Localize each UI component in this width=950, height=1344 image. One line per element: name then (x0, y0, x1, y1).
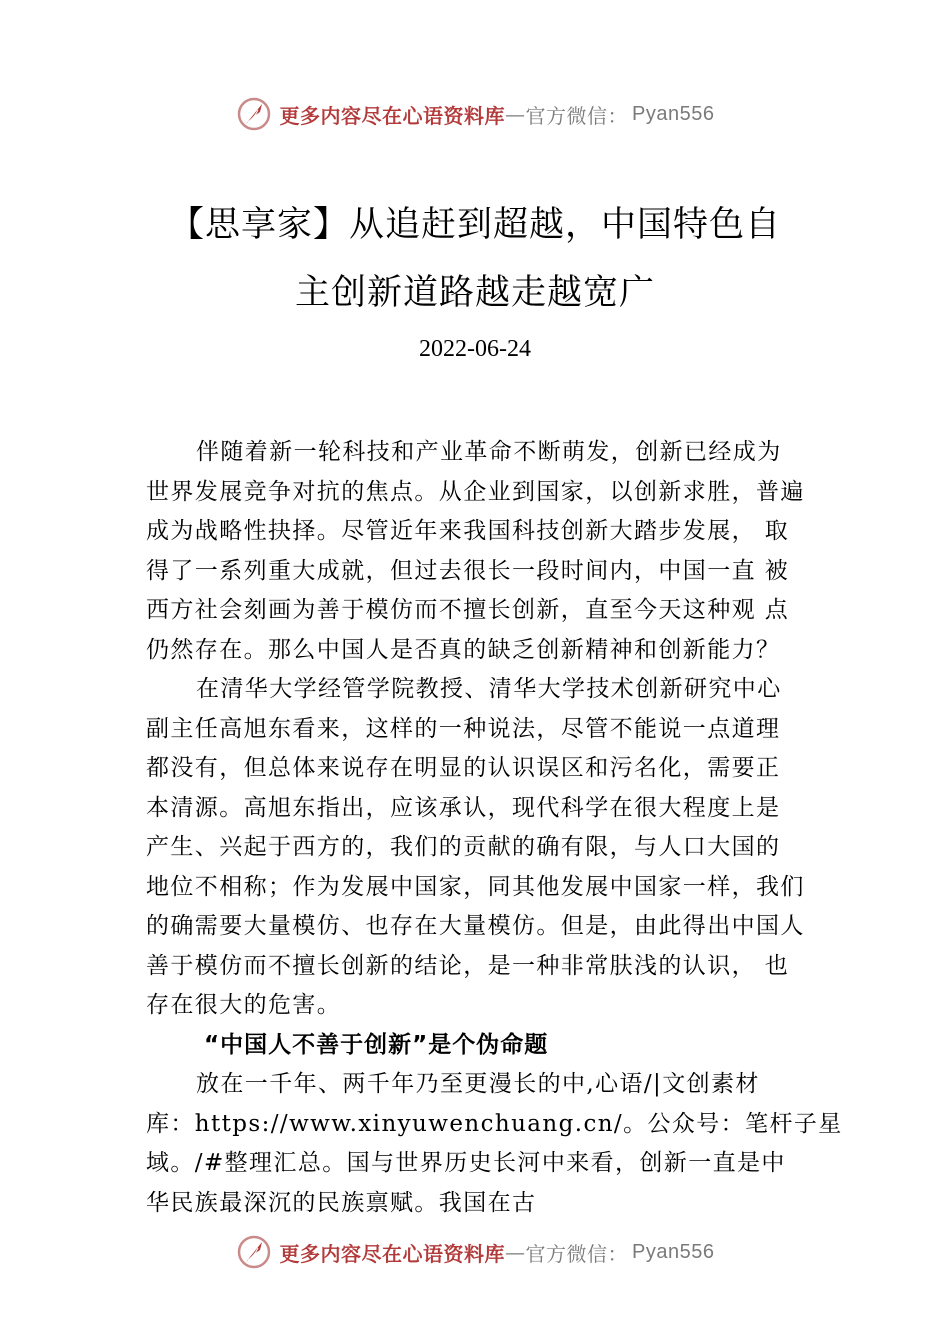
body-line: 伴随着新一轮科技和产业革命不断萌发，创新已经成为 (196, 439, 782, 465)
body-line: 地位不相称；作为发展中国家，同其他发展中国家一样，我们 (146, 873, 805, 900)
body-line: 世界发展竞争对抗的焦点。从企业到国家，以创新求胜，普遍 (146, 478, 805, 505)
section-heading: “中国人不善于创新”是个伪命题 (204, 1031, 549, 1058)
body-line: 西方社会刻画为善于模仿而不擅长创新，直至今天这种观 点 (146, 597, 790, 623)
body-line: 仍然存在。那么中国人是否真的缺乏创新精神和创新能力？ (146, 636, 781, 663)
body-line: 华民族最深沉的民族禀赋。我国在古 (146, 1189, 537, 1216)
banner-dash: — (505, 1240, 526, 1264)
body-line: 成为战略性抉择。尽管近年来我国科技创新大踏步发展， 取 (146, 518, 790, 544)
body-line: 在清华大学经管学院教授、清华大学技术创新研究中心 (196, 676, 782, 702)
banner-wechat-label: 官方微信： (525, 1241, 629, 1266)
banner-site-name: 更多内容尽在心语资料库 (279, 1241, 506, 1266)
article-body (146, 433, 843, 1223)
quill-circle-icon (236, 1234, 272, 1270)
banner-wechat-id: Pyan556 (632, 1240, 715, 1263)
body-line: 存在很大的危害。 (146, 992, 342, 1018)
banner-wechat-id: Pyan556 (632, 102, 715, 125)
page-title-line-1: 【思享家】从追赶到超越，中国特色自 (168, 205, 781, 245)
body-line: 得了一系列重大成就，但过去很长一段时间内，中国一直 被 (146, 557, 790, 584)
banner-text (280, 100, 715, 129)
body-line: 副主任高旭东看来，这样的一种说法，尽管不能说一点道理 (146, 715, 781, 742)
banner-site-name: 更多内容尽在心语资料库 (279, 103, 506, 128)
body-line: 的确需要大量模仿、也存在大量模仿。但是，由此得出中国人 (146, 913, 805, 939)
banner-text (280, 1238, 715, 1267)
banner-dash: — (505, 102, 526, 126)
page-title-line-2: 主创新道路越走越宽广 (294, 273, 655, 313)
quill-circle-icon (236, 96, 272, 132)
publish-date: 2022-06-24 (419, 336, 531, 362)
body-line: 产生、兴起于西方的，我们的贡献的确有限，与人口大国的 (146, 834, 781, 860)
body-line: 库：https://www.xinyuwenchuang.cn/。公众号：笔杆子星 (146, 1110, 843, 1137)
body-line: 本清源。高旭东指出，应该承认，现代科学在很大程度上是 (146, 794, 781, 821)
body-line: 域。/#整理汇总。国与世界历史长河中来看，创新一直是中 (146, 1150, 786, 1176)
body-line: 放在一千年、两千年乃至更漫长的中,心语/|文创素材 (196, 1071, 760, 1097)
header-banner (0, 92, 950, 136)
footer-banner (0, 1230, 950, 1274)
banner-wechat-label: 官方微信： (525, 103, 629, 128)
body-line: 都没有，但总体来说存在明显的认识误区和污名化，需要正 (146, 755, 781, 781)
body-line: 善于模仿而不擅长创新的结论，是一种非常肤浅的认识， 也 (146, 952, 790, 979)
